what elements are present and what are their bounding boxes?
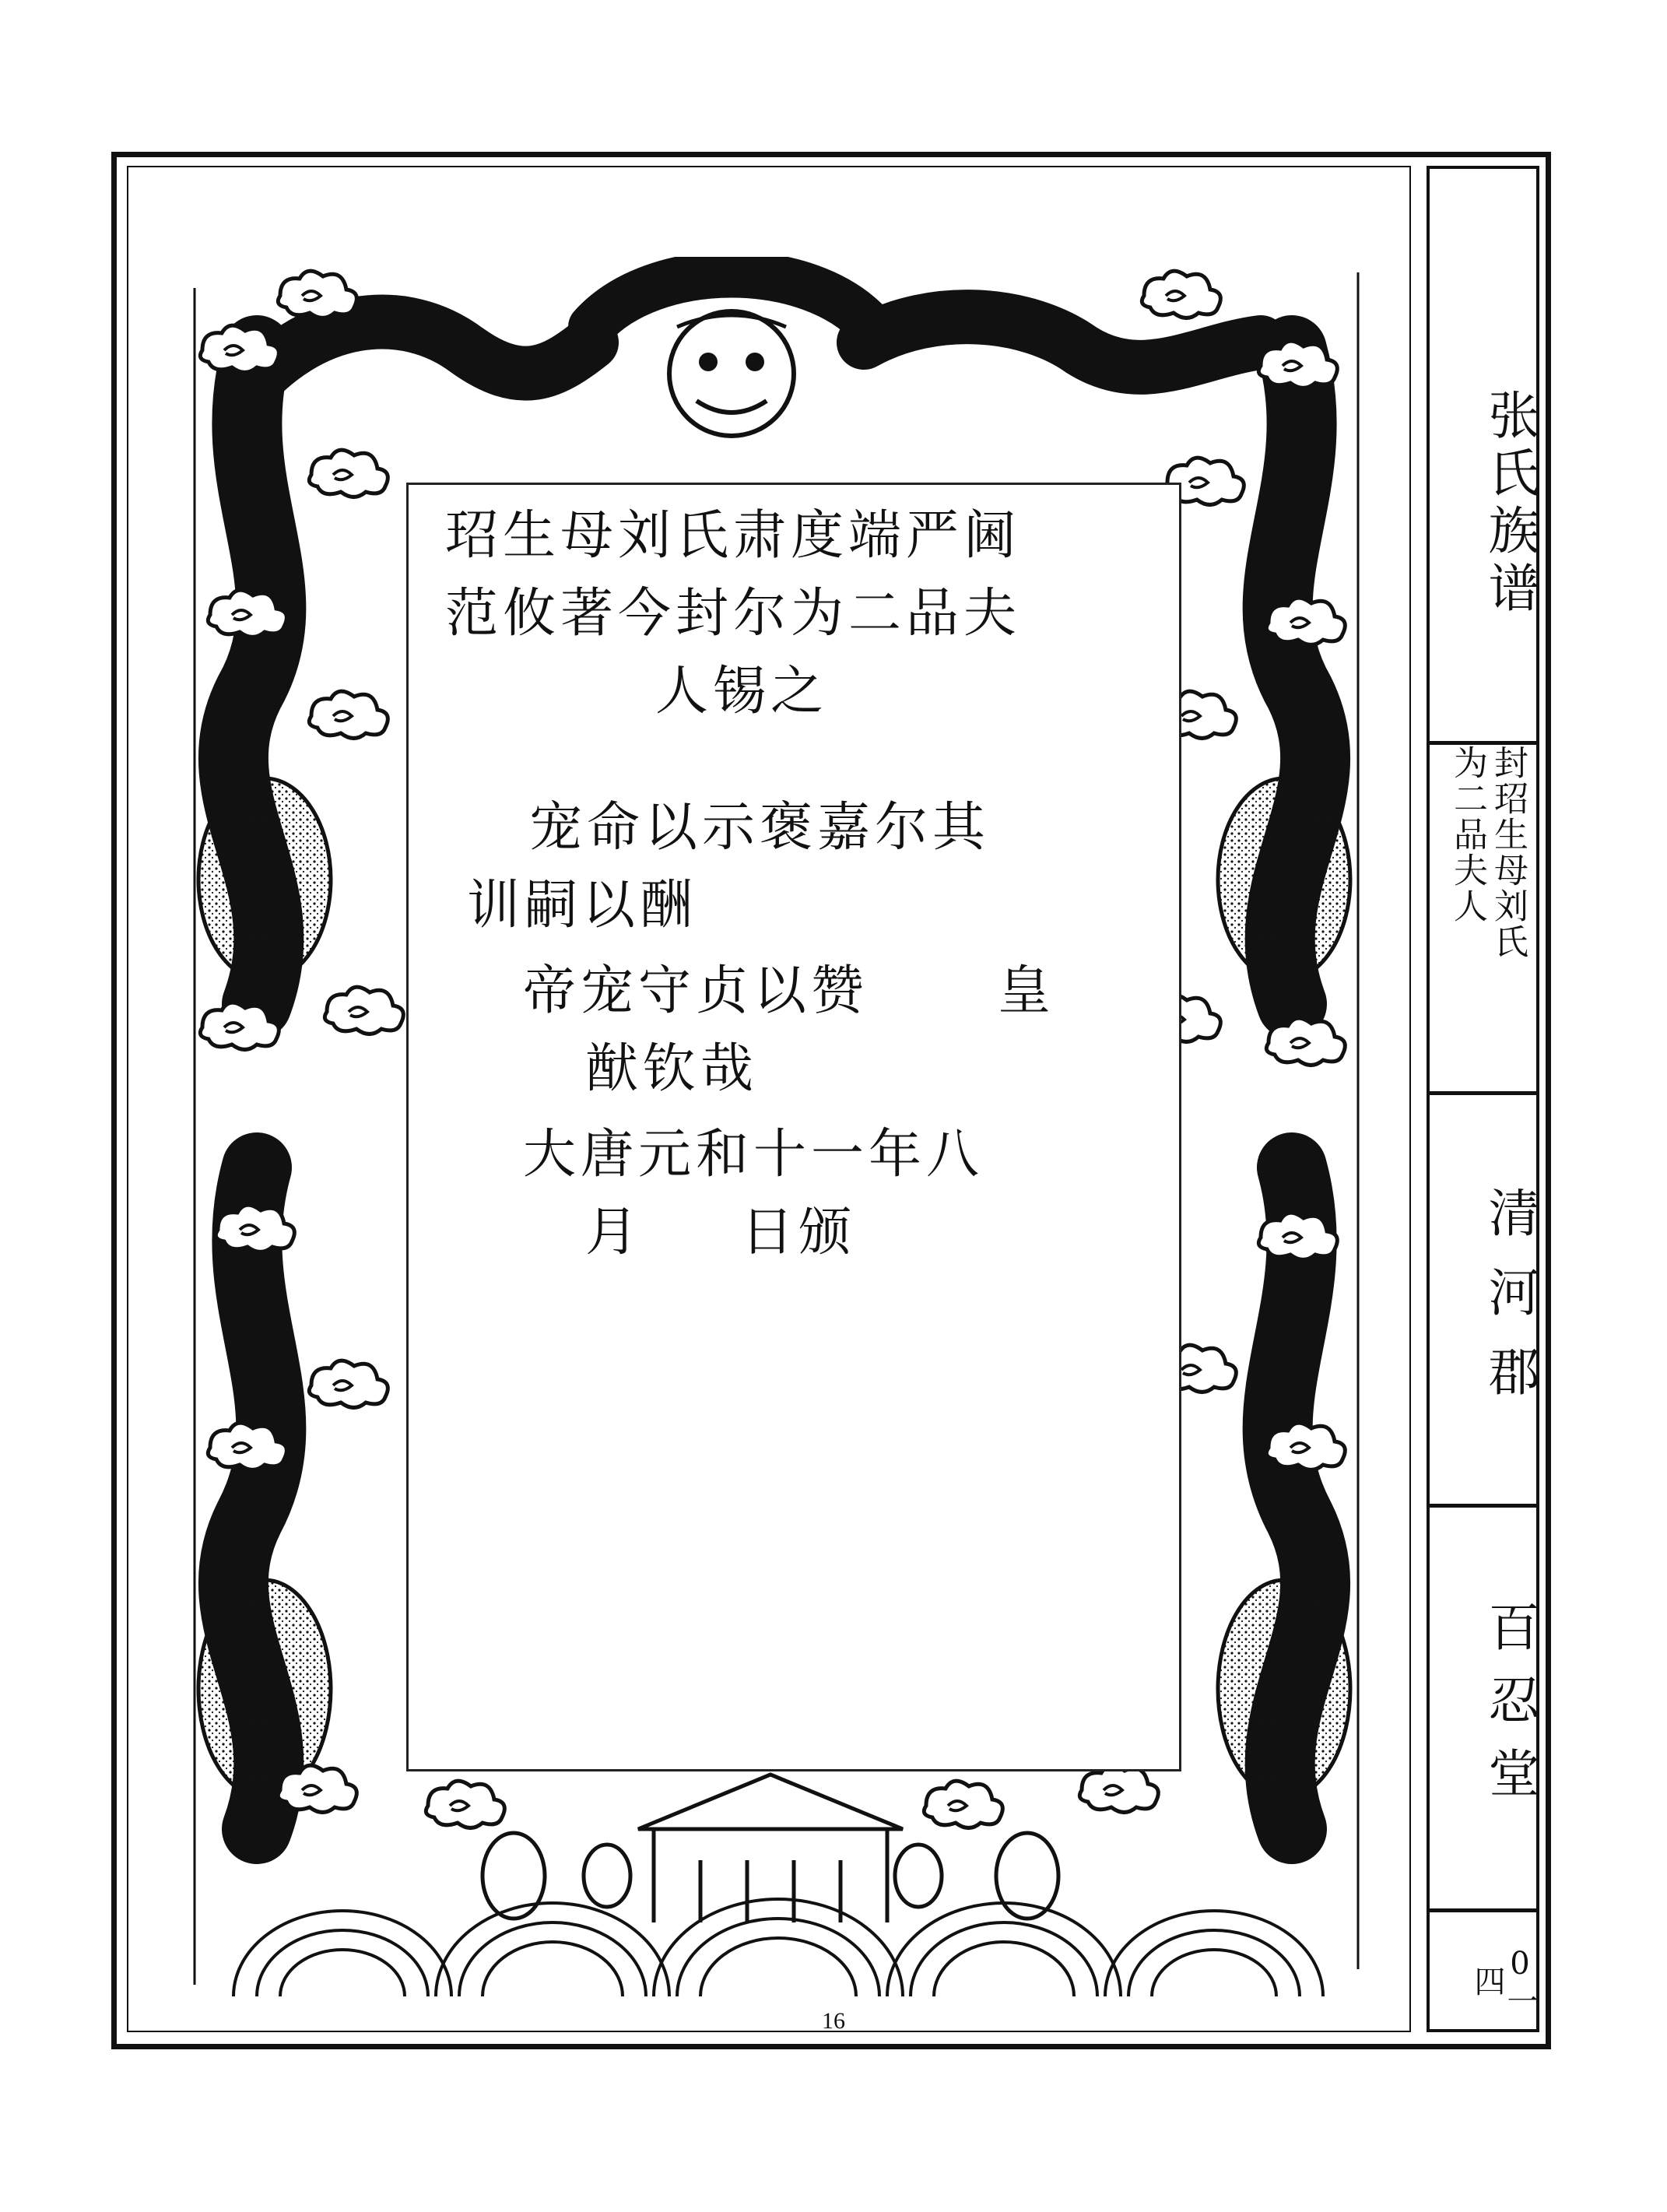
folio-number: 0一四 — [1469, 1946, 1538, 2019]
page-number: 16 — [822, 2008, 845, 2034]
hall-name: 清河郡 — [1479, 1186, 1539, 1424]
edict-line-6: 帝宠守贞以赞 — [523, 960, 869, 1022]
edict-line-4: 宠命以示褒嘉尔其 — [529, 797, 991, 858]
side-cell-section-title — [1430, 741, 1536, 1091]
edict-line-7: 猷钦哉 — [585, 1038, 759, 1100]
edict-line-5: 训嗣以酬 — [467, 875, 698, 936]
edict-line-8-date: 大唐元和十一年八 — [523, 1124, 984, 1185]
edict-line-2: 范攸著今封尔为二品夫 — [445, 583, 1022, 644]
section-title-col-2: 为二品夫人 — [1448, 745, 1487, 924]
side-cell-hall-name-2 — [1430, 1504, 1539, 1908]
edict-line-9-month: 月 — [585, 1202, 644, 1263]
edict-line-6-emperor: 皇 — [998, 960, 1056, 1022]
edict-line-1: 玿生母刘氏肃度端严阃 — [445, 505, 1022, 567]
side-cell-book-title — [1430, 169, 1539, 741]
side-cell-hall-name — [1430, 1091, 1539, 1504]
side-title-panel — [1427, 166, 1539, 2032]
book-title: 张氏族谱 — [1479, 388, 1539, 619]
hall-name-2: 百忍堂 — [1479, 1600, 1539, 1820]
edict-line-3: 人锡之 — [655, 661, 829, 722]
edict-line-9-issued: 日颁 — [741, 1202, 857, 1263]
section-title-col-1: 封玿生母刘氏 — [1488, 745, 1528, 960]
